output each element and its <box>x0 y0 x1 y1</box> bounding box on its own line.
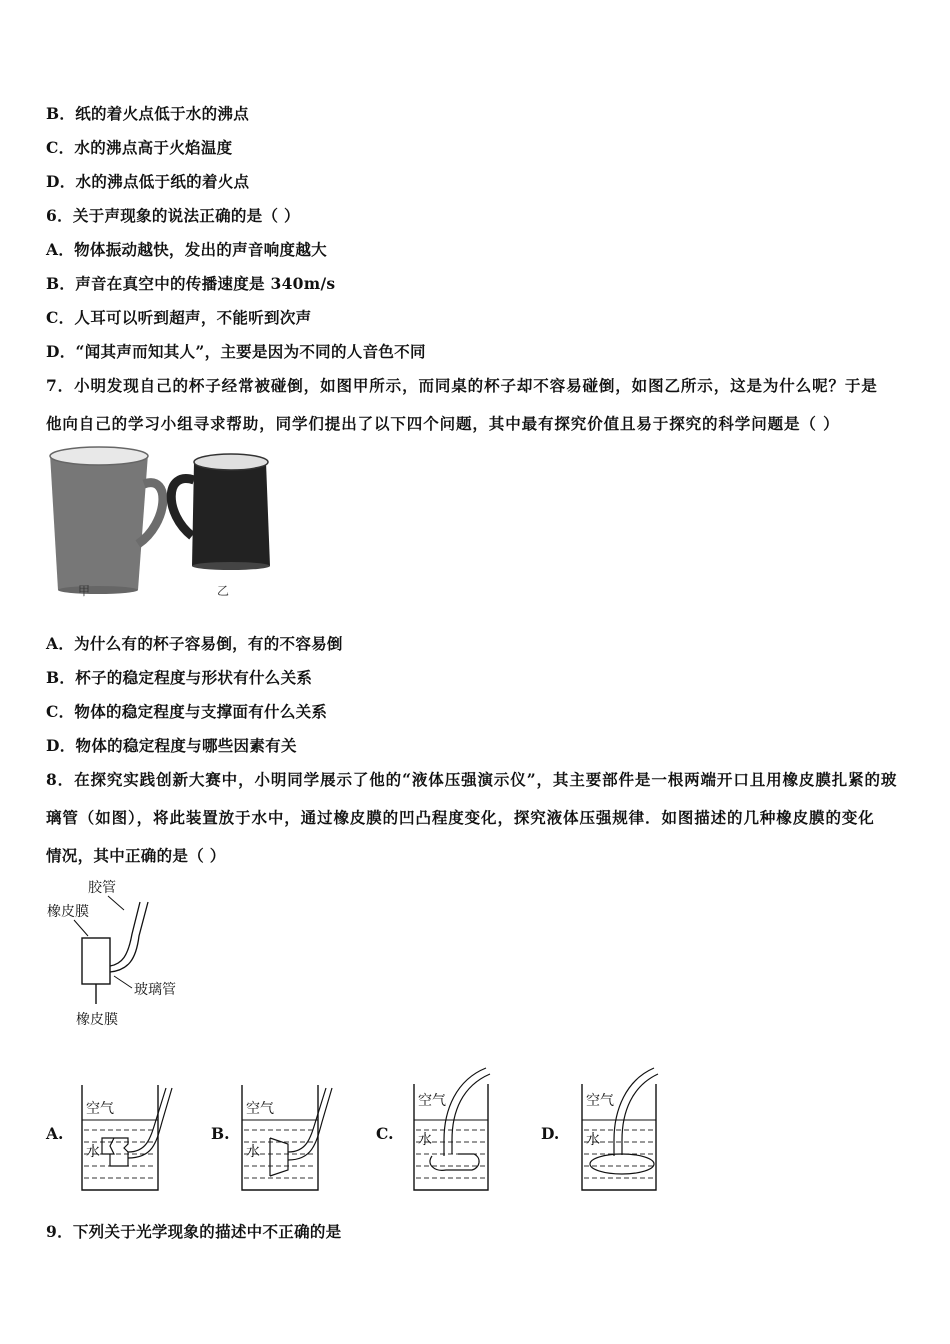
water-label-d: 水 <box>586 1132 600 1148</box>
q8-option-c-diagram <box>412 1060 522 1195</box>
cup-yi-image <box>171 454 270 570</box>
apparatus-diagram <box>44 874 204 1034</box>
q9-stem: 9．下列关于光学现象的描述中不正确的是 <box>46 1222 342 1241</box>
q6-option-d: D．“闻其声而知其人”，主要是因为不同的人音色不同 <box>46 342 426 361</box>
q6-option-a: A．物体振动越快，发出的声音响度越大 <box>46 240 327 259</box>
label-glass-tube: 玻璃管 <box>134 982 176 998</box>
q7-stem-line1: 7．小明发现自己的杯子经常被碰倒，如图甲所示，而同桌的杯子却不容易碰倒，如图乙所示，这是为什么呢？于是 <box>46 376 878 395</box>
cup-jia-caption: 甲 <box>78 584 91 598</box>
water-label-a: 水 <box>86 1144 100 1160</box>
q5-option-b: B．纸的着火点低于水的沸点 <box>46 104 250 123</box>
q8-option-d-diagram <box>580 1060 690 1195</box>
q8-option-c-label: C. <box>376 1124 394 1143</box>
cup-jia-image <box>50 447 163 594</box>
label-membrane-bottom: 橡皮膜 <box>76 1012 118 1028</box>
cup-yi-caption: 乙 <box>217 584 230 598</box>
cups-figure <box>44 444 284 604</box>
label-membrane-top: 橡皮膜 <box>47 904 89 920</box>
air-label-a: 空气 <box>86 1101 114 1117</box>
q6-option-b: B．声音在真空中的传播速度是 340m/s <box>46 274 336 293</box>
q8-stem-line1: 8．在探究实践创新大赛中，小明同学展示了他的“液体压强演示仪”，其主要部件是一根两端开口且用橡皮膜扎紧的玻 <box>46 770 898 789</box>
q8-stem-line2: 璃管（如图），将此装置放于水中，通过橡皮膜的凹凸程度变化，探究液体压强规律．如图描述的几种橡皮膜的变化 <box>46 808 875 827</box>
water-label-b: 水 <box>246 1144 260 1160</box>
water-label-c: 水 <box>418 1132 432 1148</box>
q8-stem-line3: 情况，其中正确的是（ ） <box>46 846 226 865</box>
q5-option-d: D．水的沸点低于纸的着火点 <box>46 172 250 191</box>
q8-option-a-diagram <box>80 1080 190 1195</box>
label-hose: 胶管 <box>88 880 116 896</box>
air-label-c: 空气 <box>418 1093 446 1109</box>
q7-option-c: C．物体的稳定程度与支撑面有什么关系 <box>46 702 328 721</box>
q8-option-a-label: A. <box>46 1124 64 1143</box>
q8-option-b-label: B. <box>211 1124 230 1143</box>
q7-option-b: B．杯子的稳定程度与形状有什么关系 <box>46 668 313 687</box>
q6-option-c: C．人耳可以听到超声，不能听到次声 <box>46 308 312 327</box>
q8-option-b-diagram <box>240 1080 350 1195</box>
q5-option-c: C．水的沸点高于火焰温度 <box>46 138 233 157</box>
q6-stem: 6．关于声现象的说法正确的是（ ） <box>46 206 300 225</box>
q7-option-d: D．物体的稳定程度与哪些因素有关 <box>46 736 297 755</box>
q8-option-d-label: D. <box>541 1124 560 1143</box>
air-label-b: 空气 <box>246 1101 274 1117</box>
air-label-d: 空气 <box>586 1093 614 1109</box>
q7-option-a: A．为什么有的杯子容易倒，有的不容易倒 <box>46 634 343 653</box>
q7-stem-line2: 他向自己的学习小组寻求帮助，同学们提出了以下四个问题，其中最有探究价值且易于探究的科学问题是（ ） <box>46 414 840 433</box>
